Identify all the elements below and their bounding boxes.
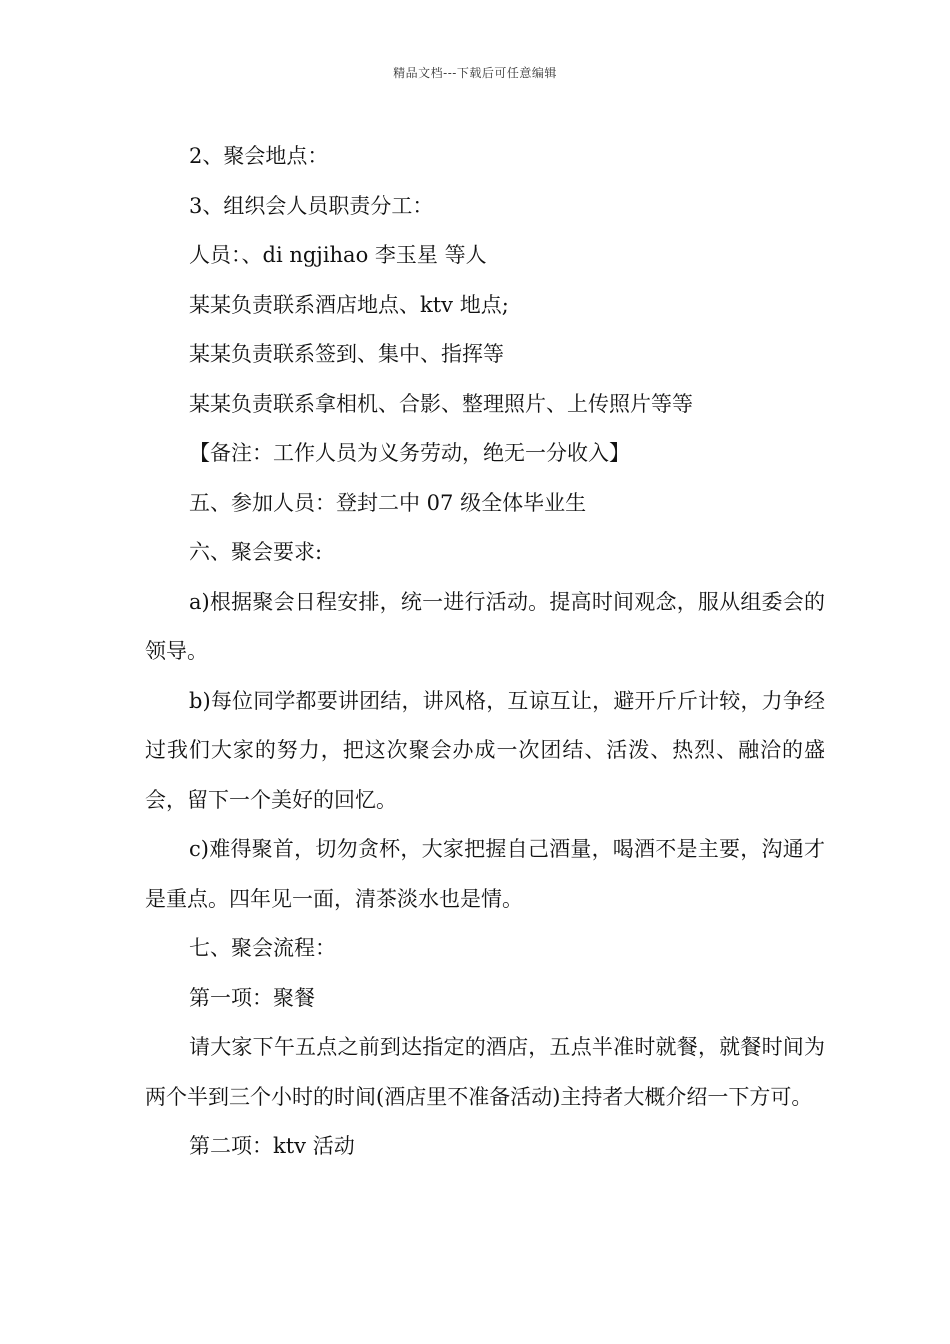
paragraph-staff-duties: 3、组织会人员职责分工： [189, 193, 434, 218]
paragraph-item-two: 第二项：ktv 活动 [189, 1134, 355, 1158]
paragraph-requirement-b: b)每位同学都要讲团结，讲风格，互谅互让，避开斤斤计较，力争经过我们大家的努力，把这次聚会办成一次团结、活泼、热烈、融洽的盛会，留下一个美好的回忆。 [145, 688, 825, 812]
paragraph-hotel-ktv: 某某负责联系酒店地点、ktv 地点; [189, 292, 509, 317]
paragraph-requirement-c: c)难得聚首，切勿贪杯，大家把握自己酒量，喝酒不是主要，沟通才是重点。四年见一面，清茶淡水也是情。 [145, 837, 825, 911]
paragraph-signin: 某某负责联系签到、集中、指挥等 [189, 342, 504, 366]
paragraph-item-one: 第一项：聚餐 [189, 985, 315, 1010]
paragraph-participants: 五、参加人员：登封二中 07 级全体毕业生 [189, 490, 587, 515]
paragraph-requirement-a: a)根据聚会日程安排，统一进行活动。提高时间观念，服从组委会的领导。 [145, 589, 825, 663]
paragraph-dinner-details: 请大家下午五点之前到达指定的酒店，五点半准时就餐，就餐时间为两个半到三个小时的时间(酒店里不准备活动)主持者大概介绍一下方可。 [145, 1035, 825, 1109]
document-body [145, 132, 825, 1172]
paragraph-camera: 某某负责联系拿相机、合影、整理照片、上传照片等等 [189, 391, 693, 416]
paragraph-process-heading: 七、聚会流程： [189, 936, 336, 960]
page-header: 精品文档---下载后可任意编辑 [393, 66, 557, 80]
paragraph-staff-names: 人员：、di ngjihao 李玉星 等人 [189, 243, 487, 267]
paragraph-requirements-heading: 六、聚会要求: [189, 540, 323, 564]
paragraph-venue: 2、聚会地点： [189, 144, 329, 168]
paragraph-note: 【备注：工作人员为义务劳动，绝无一分收入】 [189, 441, 630, 465]
